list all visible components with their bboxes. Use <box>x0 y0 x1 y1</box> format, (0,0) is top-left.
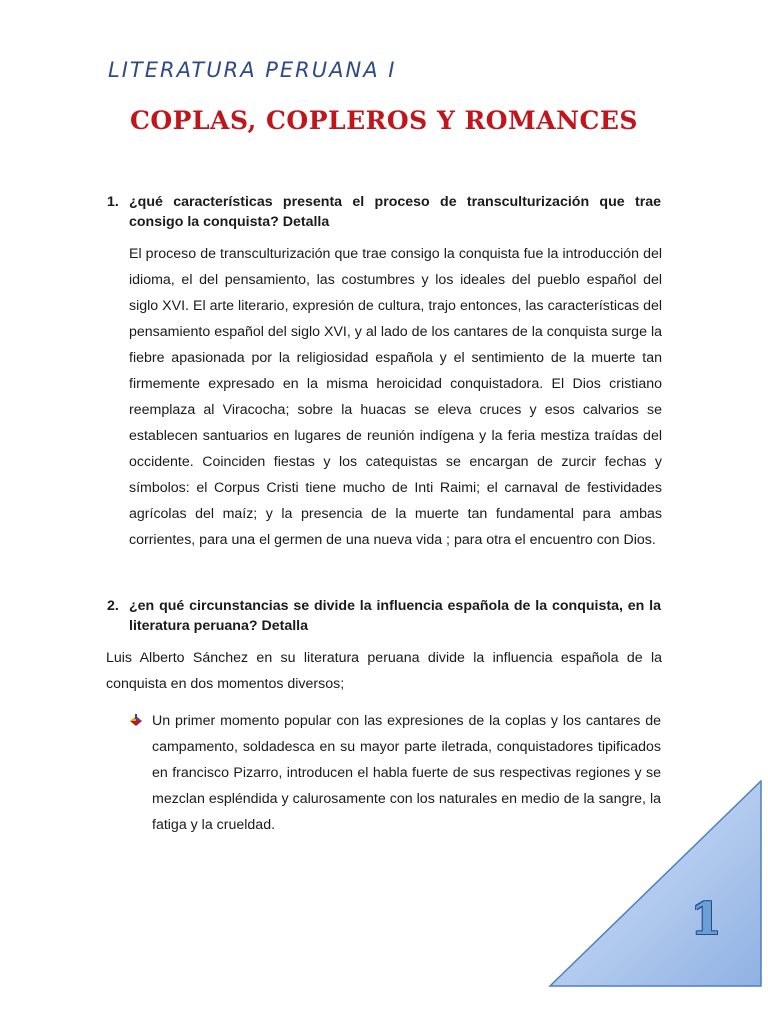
question-text: ¿qué características presenta el proceso de transculturización que trae consigo la conquista? Detalla <box>129 194 661 230</box>
question-number: 1. <box>107 194 119 210</box>
question-number: 2. <box>107 598 119 614</box>
question-2 <box>107 596 661 636</box>
bullet-item: Un primer momento popular con las expresiones de la coplas y los cantares de campamento, soldadesca en su mayor parte iletrada, conquistadores tipificados en francisco Pizarro, introducen el habla fuerte de sus respectivas regiones y se mezclan espléndida y calurosamente con los naturales en medio de la sangre, la fatiga y la crueldad. <box>152 713 661 833</box>
document-title: COPLAS, COPLEROS Y ROMANCES <box>130 106 638 135</box>
answer-2-intro: Luis Alberto Sánchez en su literatura peruana divide la influencia española de la conquista en dos momentos diversos; <box>106 650 662 692</box>
question-text: ¿en qué circunstancias se divide la influencia española de la conquista, en la literatura peruana? Detalla <box>129 598 661 634</box>
answer-1-paragraph: El proceso de transculturización que trae consigo la conquista fue la introducción del idioma, el del pensamiento, las costumbres y los ideales del pueblo español del siglo XVI. El arte literario, expresión de cultura, trajo entonces, las características del pensamiento español del siglo XVI, y al lado de los cantares de la conquista surge la fiebre apasionada por la religiosidad española y el sentimiento de la muerte tan firmemente expresado en la misma heroicidad conquistadora. El Dios cristiano reemplaza al Viracocha; sobre la huacas se eleva cruces y esos calvarios se establecen santuarios en lugares de reunión indígena y la feria mestiza traídas del occidente. Coinciden fiestas y los catequistas se encargan de zurcir fechas y símbolos: el Corpus Cristi tiene mucho de Inti Raimi; el carnaval de festividades agrícolas del maíz; y la presencia de la muerte tan fundamental para ambas corrientes, para una el germen de una nueva vida ; para otra el encuentro con Dios. <box>129 246 662 548</box>
bullet-arrow-icon <box>129 713 143 727</box>
page-number: 1 <box>690 894 722 945</box>
page-corner-triangle <box>548 780 763 988</box>
question-1 <box>107 192 661 232</box>
running-header: LITERATURA PERUANA I <box>108 58 397 82</box>
